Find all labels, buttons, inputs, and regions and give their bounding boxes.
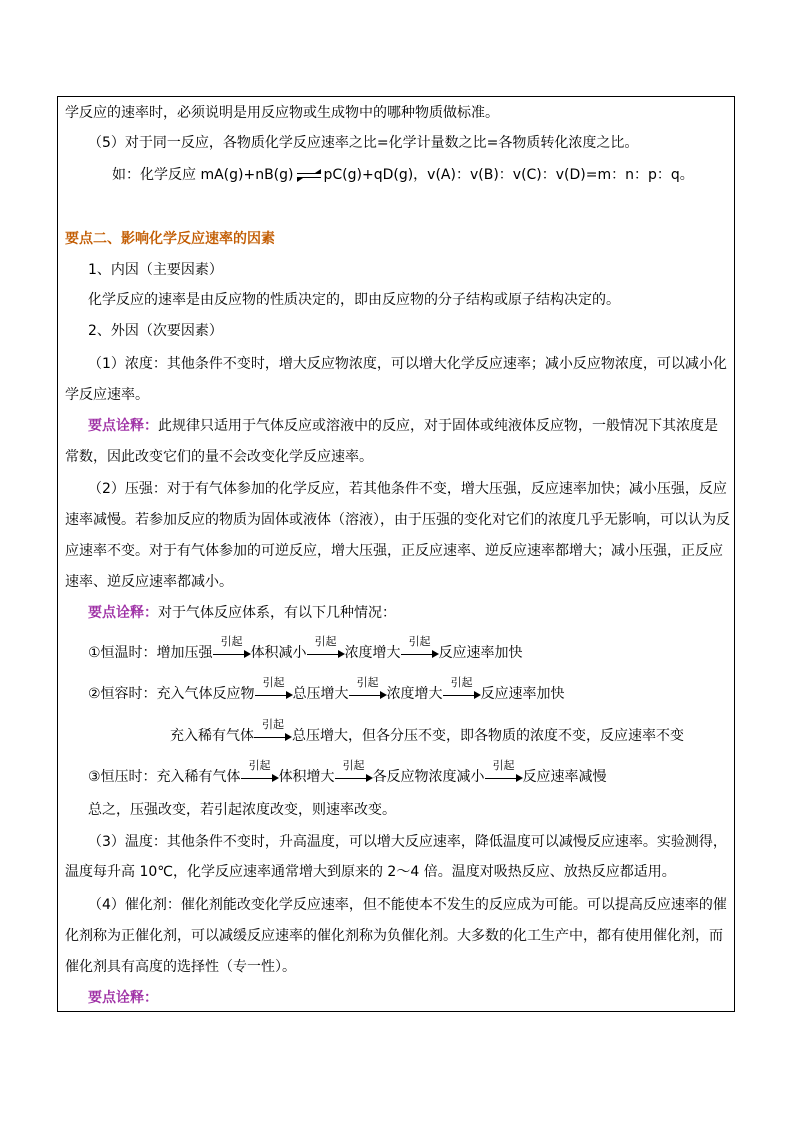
key-point-text: 此规律只适用于气体反应或溶液中的反应，对于固体或纯液体反应物，一般情况下其浓度是 (158, 418, 718, 434)
text-line: 温度每升高 10℃，化学反应速率通常增大到原来的 2～4 倍。温度对吸热反应、放热反应都适用。 (65, 864, 676, 880)
key-point-label: 要点诠释： (88, 605, 158, 621)
chain-isochoric (88, 676, 565, 704)
chain-step: 充入气体反应物 (156, 686, 255, 702)
chain-step: 反应速率加快 (480, 686, 565, 702)
leads-to-arrow-icon (307, 635, 345, 663)
leads-to-arrow-icon (255, 676, 293, 704)
arrow-label: 引起 (262, 718, 284, 731)
chain-step: 浓度增大 (344, 645, 401, 661)
chain-isobaric (88, 759, 607, 787)
text-line: （5）对于同一反应，各物质化学反应速率之比=化学计量数之比=各物质转化浓度之比。 (88, 135, 639, 151)
equation-left: 如：化学反应 mA(g)+nB(g) (112, 167, 294, 183)
text-line: 学反应速率。 (65, 387, 149, 403)
text-line: 化剂称为正催化剂，可以减缓反应速率的催化剂称为负催化剂。大多数的化工生产中，都有使用催化剂，而 (65, 928, 723, 944)
key-point-label: 要点诠释： (88, 418, 158, 434)
text-line: 常数，因此改变它们的量不会改变化学反应速率。 (65, 449, 373, 465)
leads-to-arrow-icon (443, 676, 481, 704)
text-line: 应速率不变。对于有气体参加的可逆反应，增大压强，正反应速率、逆反应速率都增大；减小压强，正反应 (65, 543, 723, 559)
chain-step: 总压增大，但各分压不变，即各物质的浓度不变，反应速率不变 (292, 728, 684, 744)
text-line: （2）压强：对于有气体参加的化学反应，若其他条件不变，增大压强，反应速率加快；减小压强，反应 (88, 481, 727, 497)
text-line: 1、内因（主要因素） (88, 262, 223, 278)
arrow-label: 引起 (356, 676, 379, 689)
text-line: 学反应的速率时，必须说明是用反应物或生成物中的哪种物质做标准。 (65, 105, 499, 121)
chain-step: 充入稀有气体 (170, 728, 254, 744)
chain-prefix: ③恒压时： (88, 769, 157, 785)
chain-isochoric-inert (170, 718, 684, 746)
key-point-line (88, 603, 396, 623)
chain-step: 反应速率加快 (438, 645, 523, 661)
text-line: （4）催化剂：催化剂能改变化学反应速率，但不能使本不发生的反应成为可能。可以提高反应速率的催 (88, 897, 727, 913)
text-line: 化学反应的速率是由反应物的性质决定的，即由反应物的分子结构或原子结构决定的。 (88, 292, 620, 308)
key-point-label: 要点诠释： (88, 990, 158, 1006)
text-line: 催化剂具有高度的选择性（专一性）。 (65, 959, 296, 975)
key-point-line (88, 416, 718, 436)
key-point-line (88, 988, 158, 1008)
text-line: 速率、逆反应速率都减小。 (65, 574, 233, 590)
leads-to-arrow-icon (349, 676, 387, 704)
arrow-label: 引起 (248, 759, 271, 772)
chain-step: 体积增大 (278, 769, 335, 785)
chain-step: 浓度增大 (386, 686, 443, 702)
text-line: 速率减慢。若参加反应的物质为固体或液体（溶液），由于压强的变化对它们的浓度几乎无影响，可以认为反 (65, 512, 730, 528)
arrow-label: 引起 (262, 676, 285, 689)
section-heading: 要点二、影响化学反应速率的因素 (65, 231, 275, 247)
text-line: 2、外因（次要因素） (88, 323, 223, 339)
arrow-label: 引起 (342, 759, 365, 772)
text-line: （1）浓度：其他条件不变时，增大反应物浓度，可以增大化学反应速率；减小反应物浓度，可以减小化 (88, 356, 727, 372)
chain-step: 反应速率减慢 (522, 769, 607, 785)
arrow-label: 引起 (450, 676, 473, 689)
chain-step: 体积减小 (250, 645, 307, 661)
chain-step: 增加压强 (156, 645, 213, 661)
chain-step: 充入稀有气体 (156, 769, 241, 785)
reversible-arrow-icon (297, 165, 321, 185)
text-line: （3）温度：其他条件不变时，升高温度，可以增大反应速率，降低温度可以减慢反应速率。实验测得， (88, 834, 727, 850)
leads-to-arrow-icon (254, 718, 292, 746)
arrow-label: 引起 (220, 635, 243, 648)
chain-prefix: ①恒温时： (88, 645, 157, 661)
leads-to-arrow-icon (213, 635, 251, 663)
chain-step: 各反应物浓度减小 (372, 769, 485, 785)
leads-to-arrow-icon (401, 635, 439, 663)
equation-line (112, 165, 694, 185)
leads-to-arrow-icon (241, 759, 279, 787)
equation-right: pC(g)+qD(g)，v(A)：v(B)：v(C)：v(D)=m：n：p：q。 (323, 167, 694, 183)
chain-isothermal (88, 635, 523, 663)
key-point-text: 对于气体反应体系，有以下几种情况： (158, 605, 396, 621)
text-line: 总之，压强改变，若引起浓度改变，则速率改变。 (88, 802, 396, 818)
chain-prefix: ②恒容时： (88, 686, 157, 702)
chain-step: 总压增大 (292, 686, 349, 702)
arrow-label: 引起 (492, 759, 515, 772)
arrow-label: 引起 (408, 635, 431, 648)
leads-to-arrow-icon (485, 759, 523, 787)
leads-to-arrow-icon (335, 759, 373, 787)
arrow-label: 引起 (314, 635, 337, 648)
